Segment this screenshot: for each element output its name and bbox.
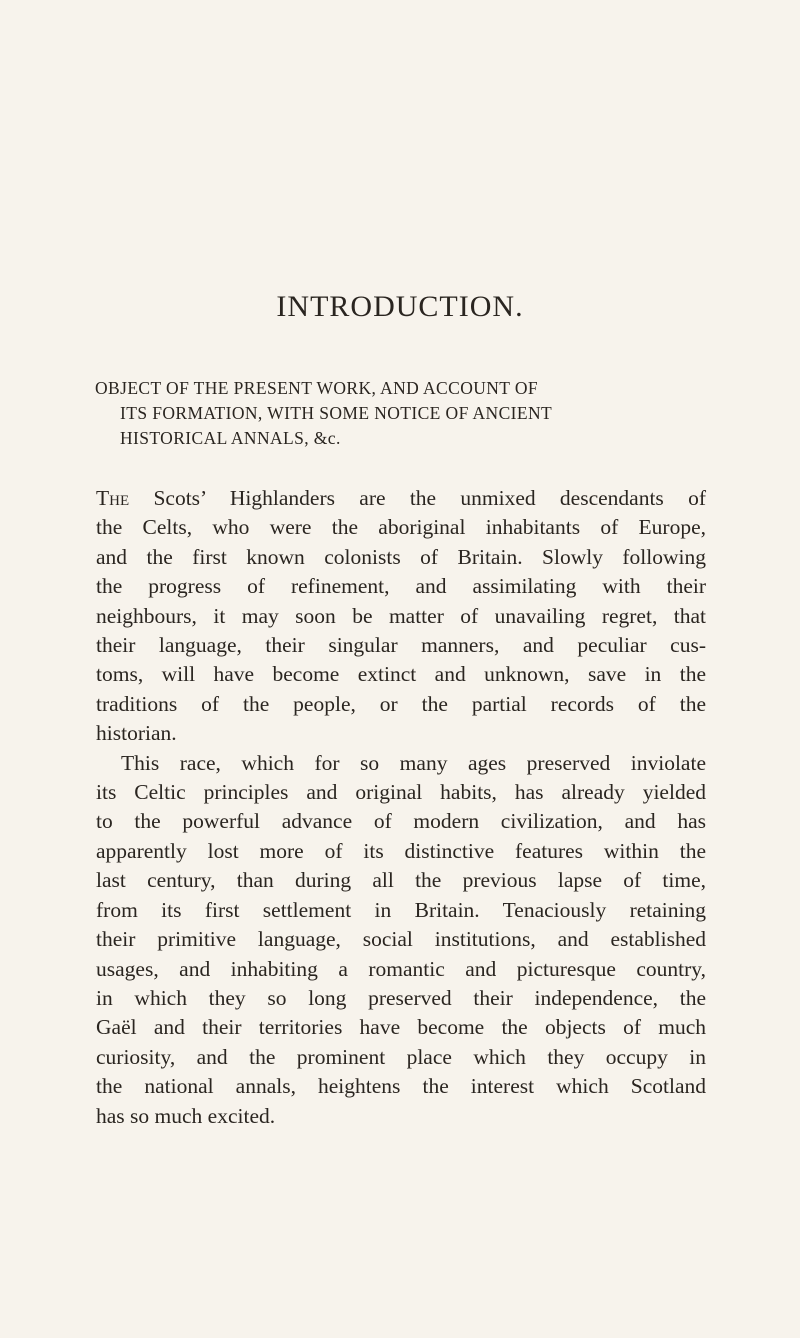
paragraph-line: This race, which for so many ages preserved inviolate [121,750,706,775]
paragraph-line: neighbours, it may soon be matter of unavailing regret, that [96,603,706,628]
paragraph-line: their primitive language, social institutions, and established [96,927,706,952]
paragraph-line: Gaël and their territories have become the objects of much [96,1015,706,1040]
chapter-title: INTRODUCTION. [276,290,524,323]
paragraph-line: their language, their singular manners, and peculiar cus- [96,633,706,658]
subtitle-line: ITS FORMATION, WITH SOME NOTICE OF ANCIENT [120,403,553,423]
paragraph-line: the Celts, who were the aboriginal inhabitants of Europe, [96,515,706,540]
chapter-subtitle [95,376,715,451]
paragraph-line: in which they so long preserved their independence, the [96,985,706,1010]
paragraph-line: apparently lost more of its distinctive features within the [96,838,706,863]
paragraph-line: and the first known colonists of Britain. Slowly following [96,544,706,569]
paragraph-line: traditions of the people, or the partial records of the [96,691,706,716]
paragraph-line: historian. [96,721,177,746]
body-text [96,484,706,1131]
paragraph-line: its Celtic principles and original habits, has already yielded [96,780,706,805]
paragraph-line: to the powerful advance of modern civilization, and has [96,809,706,834]
paragraph-line [96,484,706,513]
paragraph-line: the progress of refinement, and assimilating with their [96,574,706,599]
paragraph-1 [96,484,706,749]
subtitle-line: OBJECT OF THE PRESENT WORK, AND ACCOUNT OF [95,378,539,398]
subtitle-line: HISTORICAL ANNALS, &c. [120,428,341,448]
paragraph-line: toms, will have become extinct and unknown, save in the [96,662,706,687]
paragraph-lead-word: The [96,486,130,510]
paragraph-2 [96,749,706,1131]
paragraph-line: last century, than during all the previous lapse of time, [96,868,706,893]
paragraph-line: from its first settlement in Britain. Tenaciously retaining [96,897,706,922]
paragraph-line: the national annals, heightens the interest which Scotland [96,1074,706,1099]
paragraph-line: has so much excited. [96,1103,276,1128]
paragraph-line: curiosity, and the prominent place which they occupy in [96,1044,706,1069]
paragraph-line-text: Scots’ Highlanders are the unmixed descendants of [129,486,706,510]
paragraph-line: usages, and inhabiting a romantic and picturesque country, [96,956,706,981]
